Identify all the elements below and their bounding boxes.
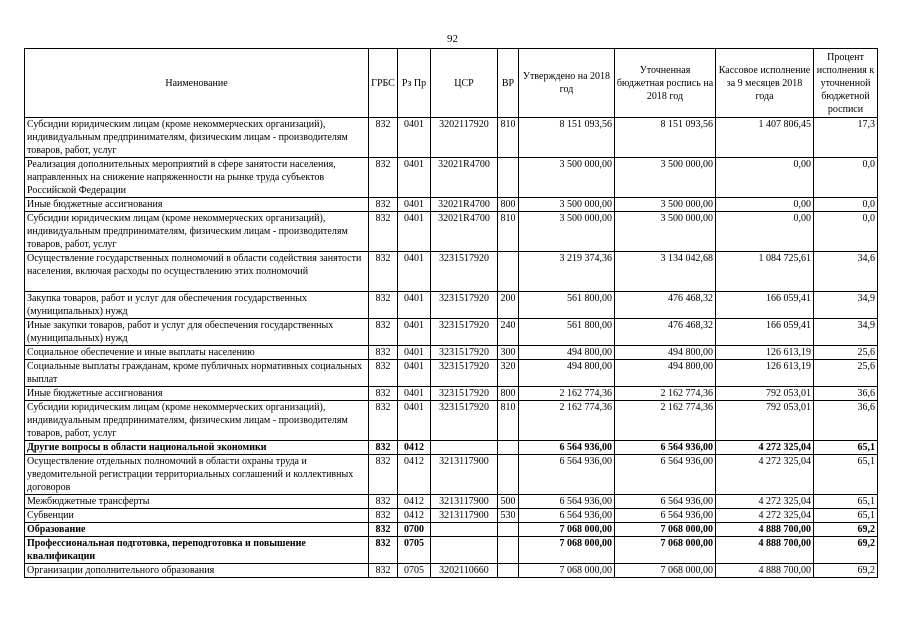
row-approved: 561 800,00 [519, 292, 615, 319]
row-cash-execution: 4 272 325,04 [716, 509, 814, 523]
row-grbs: 832 [369, 158, 398, 198]
row-csr: 3231517920 [431, 252, 498, 292]
row-rz-pr: 0401 [398, 346, 431, 360]
row-name: Социальное обеспечение и иные выплаты населению [25, 346, 369, 360]
row-rz-pr: 0401 [398, 292, 431, 319]
table-row [25, 252, 878, 292]
row-vr: 240 [498, 319, 519, 346]
row-percent: 69,2 [814, 537, 878, 564]
row-name: Иные бюджетные ассигнования [25, 198, 369, 212]
row-revised: 6 564 936,00 [615, 455, 716, 495]
row-rz-pr: 0401 [398, 387, 431, 401]
row-grbs: 832 [369, 387, 398, 401]
row-name: Другие вопросы в области национальной экономики [25, 441, 369, 455]
row-revised: 476 468,32 [615, 319, 716, 346]
row-csr: 3202117920 [431, 118, 498, 158]
row-cash-execution: 4 272 325,04 [716, 455, 814, 495]
row-revised: 2 162 774,36 [615, 401, 716, 441]
row-vr [498, 523, 519, 537]
row-percent: 0,0 [814, 212, 878, 252]
row-grbs: 832 [369, 212, 398, 252]
row-name: Субсидии юридическим лицам (кроме некоммерческих организаций), индивидуальным предпринимателям, физическим лицам - производителям товаров, работ, услуг [25, 212, 369, 252]
row-percent: 25,6 [814, 360, 878, 387]
row-cash-execution: 4 272 325,04 [716, 495, 814, 509]
row-approved: 2 162 774,36 [519, 387, 615, 401]
row-grbs: 832 [369, 252, 398, 292]
row-percent: 0,0 [814, 198, 878, 212]
row-name: Иные бюджетные ассигнования [25, 387, 369, 401]
row-vr [498, 252, 519, 292]
row-rz-pr: 0412 [398, 455, 431, 495]
row-approved: 6 564 936,00 [519, 455, 615, 495]
row-percent: 34,6 [814, 252, 878, 292]
header-csr: ЦСР [431, 49, 498, 118]
row-percent: 65,1 [814, 441, 878, 455]
row-rz-pr: 0700 [398, 523, 431, 537]
table-row [25, 455, 878, 495]
row-approved: 3 500 000,00 [519, 158, 615, 198]
row-revised: 6 564 936,00 [615, 509, 716, 523]
table-row [25, 509, 878, 523]
row-grbs: 832 [369, 509, 398, 523]
row-vr: 200 [498, 292, 519, 319]
row-revised: 2 162 774,36 [615, 387, 716, 401]
row-grbs: 832 [369, 401, 398, 441]
row-cash-execution: 0,00 [716, 212, 814, 252]
row-vr: 530 [498, 509, 519, 523]
row-csr: 3231517920 [431, 387, 498, 401]
row-percent: 65,1 [814, 509, 878, 523]
row-csr: 3213117900 [431, 455, 498, 495]
row-grbs: 832 [369, 360, 398, 387]
table-row [25, 537, 878, 564]
row-csr: 3231517920 [431, 346, 498, 360]
table-row [25, 401, 878, 441]
row-percent: 69,2 [814, 523, 878, 537]
row-grbs: 832 [369, 523, 398, 537]
row-csr: 3202110660 [431, 564, 498, 578]
row-grbs: 832 [369, 118, 398, 158]
row-approved: 8 151 093,56 [519, 118, 615, 158]
row-percent: 36,6 [814, 401, 878, 441]
row-name: Осуществление отдельных полномочий в области охраны труда и уведомительной регистрации территориальных соглашений и коллективных договоров [25, 455, 369, 495]
row-approved: 3 500 000,00 [519, 212, 615, 252]
row-rz-pr: 0412 [398, 509, 431, 523]
table-row [25, 158, 878, 198]
row-csr: 3213117900 [431, 509, 498, 523]
row-revised: 7 068 000,00 [615, 564, 716, 578]
row-revised: 3 134 042,68 [615, 252, 716, 292]
row-percent: 17,3 [814, 118, 878, 158]
row-approved: 3 500 000,00 [519, 198, 615, 212]
row-rz-pr: 0705 [398, 564, 431, 578]
row-grbs: 832 [369, 319, 398, 346]
row-approved: 6 564 936,00 [519, 441, 615, 455]
row-csr: 32021R4700 [431, 198, 498, 212]
row-name: Реализация дополнительных мероприятий в сфере занятости населения, направленных на снижение напряженности на рынке труда субъектов Российской Федерации [25, 158, 369, 198]
row-revised: 6 564 936,00 [615, 495, 716, 509]
table-row [25, 212, 878, 252]
row-csr: 3231517920 [431, 401, 498, 441]
row-name: Иные закупки товаров, работ и услуг для обеспечения государственных (муниципальных) нужд [25, 319, 369, 346]
row-percent: 34,9 [814, 319, 878, 346]
row-grbs: 832 [369, 292, 398, 319]
row-name: Социальные выплаты гражданам, кроме публичных нормативных социальных выплат [25, 360, 369, 387]
row-grbs: 832 [369, 564, 398, 578]
table-row [25, 346, 878, 360]
row-approved: 3 219 374,36 [519, 252, 615, 292]
table-row [25, 441, 878, 455]
row-revised: 6 564 936,00 [615, 441, 716, 455]
row-grbs: 832 [369, 346, 398, 360]
row-cash-execution: 126 613,19 [716, 346, 814, 360]
row-approved: 7 068 000,00 [519, 537, 615, 564]
row-rz-pr: 0401 [398, 158, 431, 198]
row-name: Межбюджетные трансферты [25, 495, 369, 509]
row-name: Субвенции [25, 509, 369, 523]
budget-execution-table [24, 48, 878, 578]
row-name: Субсидии юридическим лицам (кроме некоммерческих организаций), индивидуальным предпринимателям, физическим лицам - производителям товаров, работ, услуг [25, 118, 369, 158]
row-rz-pr: 0705 [398, 537, 431, 564]
row-revised: 3 500 000,00 [615, 212, 716, 252]
row-csr [431, 537, 498, 564]
row-vr: 810 [498, 118, 519, 158]
row-csr [431, 523, 498, 537]
row-csr: 32021R4700 [431, 212, 498, 252]
row-revised: 3 500 000,00 [615, 198, 716, 212]
row-name: Образование [25, 523, 369, 537]
page-number: 92 [447, 33, 458, 45]
row-csr: 3213117900 [431, 495, 498, 509]
row-name: Организации дополнительного образования [25, 564, 369, 578]
table-body [25, 118, 878, 578]
row-vr: 500 [498, 495, 519, 509]
row-revised: 494 800,00 [615, 360, 716, 387]
row-csr [431, 441, 498, 455]
row-cash-execution: 4 888 700,00 [716, 523, 814, 537]
row-percent: 25,6 [814, 346, 878, 360]
row-cash-execution: 4 888 700,00 [716, 564, 814, 578]
row-name: Закупка товаров, работ и услуг для обеспечения государственных (муниципальных) нужд [25, 292, 369, 319]
row-vr: 810 [498, 212, 519, 252]
row-revised: 3 500 000,00 [615, 158, 716, 198]
row-cash-execution: 792 053,01 [716, 401, 814, 441]
row-grbs: 832 [369, 198, 398, 212]
row-vr: 300 [498, 346, 519, 360]
row-vr: 800 [498, 198, 519, 212]
row-approved: 494 800,00 [519, 346, 615, 360]
row-grbs: 832 [369, 495, 398, 509]
row-grbs: 832 [369, 537, 398, 564]
row-rz-pr: 0401 [398, 118, 431, 158]
table-header-row [25, 49, 878, 118]
table-row [25, 198, 878, 212]
header-cash-execution: Кассовое исполнение за 9 месяцев 2018 года [716, 49, 814, 118]
row-approved: 494 800,00 [519, 360, 615, 387]
row-csr: 3231517920 [431, 319, 498, 346]
row-vr [498, 564, 519, 578]
row-vr: 810 [498, 401, 519, 441]
table-row [25, 292, 878, 319]
row-percent: 36,6 [814, 387, 878, 401]
row-cash-execution: 1 407 806,45 [716, 118, 814, 158]
row-percent: 0,0 [814, 158, 878, 198]
row-percent: 65,1 [814, 455, 878, 495]
row-approved: 7 068 000,00 [519, 564, 615, 578]
header-rz-pr: Рз Пр [398, 49, 431, 118]
row-cash-execution: 166 059,41 [716, 292, 814, 319]
table-row [25, 118, 878, 158]
row-csr: 32021R4700 [431, 158, 498, 198]
row-grbs: 832 [369, 441, 398, 455]
row-vr [498, 441, 519, 455]
row-approved: 561 800,00 [519, 319, 615, 346]
row-cash-execution: 126 613,19 [716, 360, 814, 387]
row-vr [498, 455, 519, 495]
row-cash-execution: 0,00 [716, 158, 814, 198]
row-revised: 476 468,32 [615, 292, 716, 319]
row-rz-pr: 0401 [398, 198, 431, 212]
header-vr: ВР [498, 49, 519, 118]
row-percent: 69,2 [814, 564, 878, 578]
row-percent: 34,9 [814, 292, 878, 319]
row-revised: 7 068 000,00 [615, 523, 716, 537]
row-grbs: 832 [369, 455, 398, 495]
table-row [25, 360, 878, 387]
row-rz-pr: 0412 [398, 495, 431, 509]
row-cash-execution: 166 059,41 [716, 319, 814, 346]
table-row [25, 564, 878, 578]
row-cash-execution: 4 888 700,00 [716, 537, 814, 564]
row-name: Профессиональная подготовка, переподготовка и повышение квалификации [25, 537, 369, 564]
row-percent: 65,1 [814, 495, 878, 509]
row-revised: 7 068 000,00 [615, 537, 716, 564]
row-csr: 3231517920 [431, 360, 498, 387]
table-row [25, 319, 878, 346]
row-cash-execution: 4 272 325,04 [716, 441, 814, 455]
row-cash-execution: 792 053,01 [716, 387, 814, 401]
row-rz-pr: 0412 [398, 441, 431, 455]
row-approved: 6 564 936,00 [519, 495, 615, 509]
row-name: Субсидии юридическим лицам (кроме некоммерческих организаций), индивидуальным предпринимателям, физическим лицам - производителям товаров, работ, услуг [25, 401, 369, 441]
header-approved: Утверждено на 2018 год [519, 49, 615, 118]
row-rz-pr: 0401 [398, 360, 431, 387]
header-grbs: ГРБС [369, 49, 398, 118]
row-vr [498, 537, 519, 564]
table-row [25, 523, 878, 537]
row-cash-execution: 1 084 725,61 [716, 252, 814, 292]
row-approved: 2 162 774,36 [519, 401, 615, 441]
row-revised: 8 151 093,56 [615, 118, 716, 158]
header-revised: Уточненная бюджетная роспись на 2018 год [615, 49, 716, 118]
row-rz-pr: 0401 [398, 252, 431, 292]
row-approved: 7 068 000,00 [519, 523, 615, 537]
header-name: Наименование [25, 49, 369, 118]
row-csr: 3231517920 [431, 292, 498, 319]
row-cash-execution: 0,00 [716, 198, 814, 212]
row-vr: 800 [498, 387, 519, 401]
row-revised: 494 800,00 [615, 346, 716, 360]
row-approved: 6 564 936,00 [519, 509, 615, 523]
row-rz-pr: 0401 [398, 401, 431, 441]
row-vr [498, 158, 519, 198]
row-rz-pr: 0401 [398, 319, 431, 346]
header-percent: Процент исполнения к уточненной бюджетной росписи [814, 49, 878, 118]
table-row [25, 387, 878, 401]
row-rz-pr: 0401 [398, 212, 431, 252]
table-row [25, 495, 878, 509]
row-name: Осуществление государственных полномочий в области содействия занятости населения, включая расходы по осуществлению этих полномочий [25, 252, 369, 292]
row-vr: 320 [498, 360, 519, 387]
